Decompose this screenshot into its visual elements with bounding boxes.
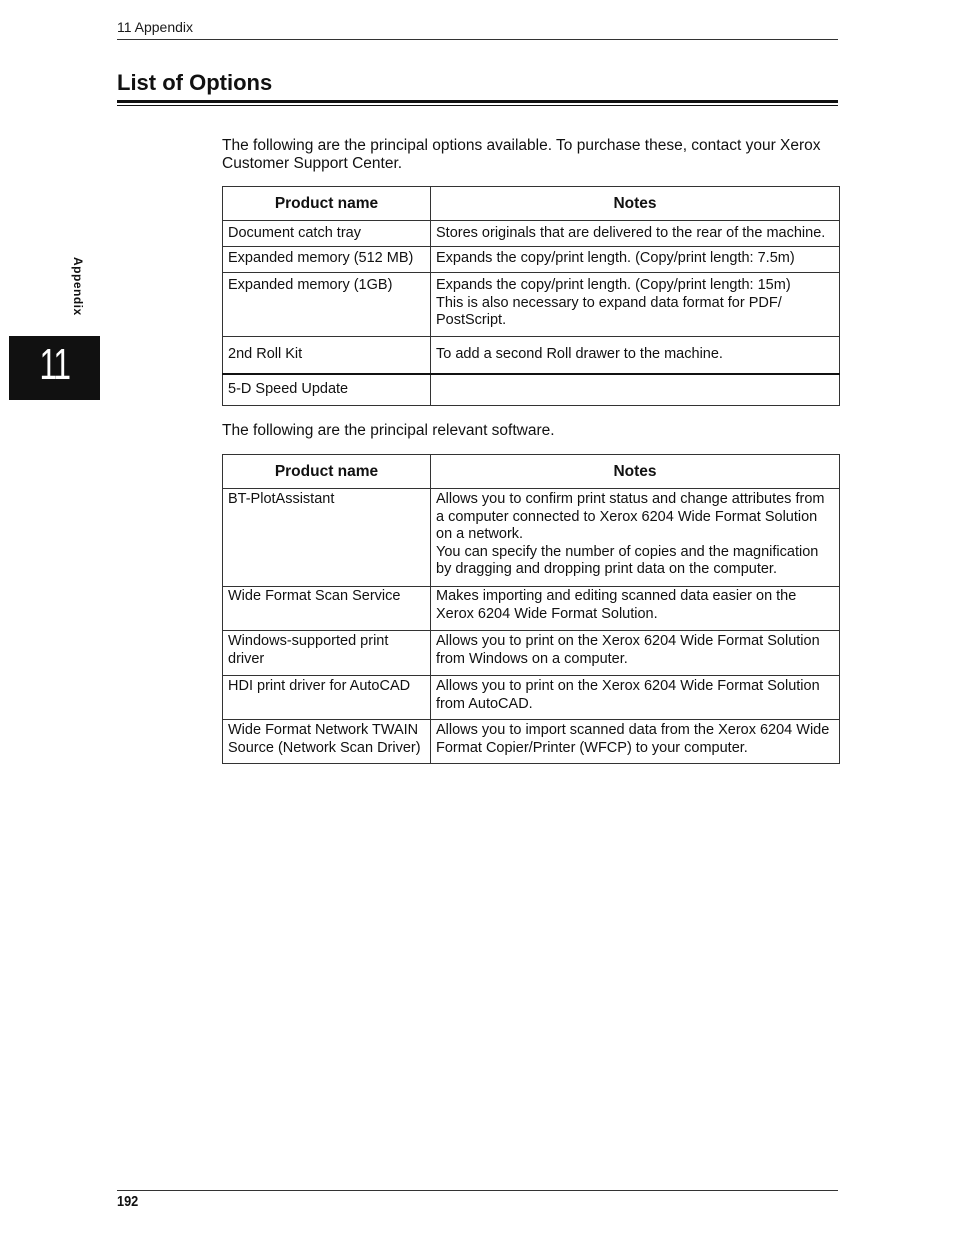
page-number: 192 [117, 1193, 139, 1210]
product-cell: Windows-supported print driver [223, 631, 431, 676]
chapter-number: 11 [39, 340, 70, 389]
chapter-tab [9, 336, 100, 400]
notes-cell: Allows you to confirm print status and change attributes from a computer connected to Xerox 6204 Wide Format Solution on a network. You can specify the number of copies and the magnification by dragging and dropping print data on the computer. [431, 489, 840, 587]
notes-cell: Expands the copy/print length. (Copy/print length: 15m) This is also necessary to expand data format for PDF/ PostScript. [431, 273, 840, 337]
table-row [223, 720, 840, 764]
table-row [223, 489, 840, 587]
page-title: List of Options [117, 70, 273, 95]
table-row [223, 676, 840, 720]
footer-divider [117, 1190, 838, 1191]
table-row [223, 273, 840, 337]
product-cell: HDI print driver for AutoCAD [223, 676, 431, 720]
title-divider-thin [117, 105, 838, 106]
product-cell: Wide Format Network TWAIN Source (Network Scan Driver) [223, 720, 431, 764]
side-section-label: Appendix [71, 257, 85, 316]
column-header-notes: Notes [431, 455, 840, 489]
notes-cell: Allows you to print on the Xerox 6204 Wide Format Solution from AutoCAD. [431, 676, 840, 720]
software-table [222, 454, 840, 764]
product-cell: Expanded memory (512 MB) [223, 247, 431, 273]
table-row [223, 221, 840, 247]
product-cell: 5-D Speed Update [223, 374, 431, 406]
table-header-row [223, 187, 840, 221]
product-cell: Expanded memory (1GB) [223, 273, 431, 337]
title-divider-thick [117, 100, 838, 103]
table-row [223, 247, 840, 273]
notes-cell: To add a second Roll drawer to the machine. [431, 337, 840, 374]
product-cell: BT-PlotAssistant [223, 489, 431, 587]
column-header-product: Product name [223, 187, 431, 221]
product-cell: Wide Format Scan Service [223, 587, 431, 631]
running-header: 11 Appendix [117, 19, 194, 35]
notes-cell: Expands the copy/print length. (Copy/print length: 7.5m) [431, 247, 840, 273]
header-divider [117, 39, 838, 40]
notes-cell: Allows you to import scanned data from the Xerox 6204 Wide Format Copier/Printer (WFCP) to your computer. [431, 720, 840, 764]
table-row [223, 631, 840, 676]
product-cell: 2nd Roll Kit [223, 337, 431, 374]
options-table [222, 186, 840, 406]
notes-cell [431, 374, 840, 406]
notes-cell: Makes importing and editing scanned data easier on the Xerox 6204 Wide Format Solution. [431, 587, 840, 631]
notes-cell: Allows you to print on the Xerox 6204 Wide Format Solution from Windows on a computer. [431, 631, 840, 676]
notes-cell: Stores originals that are delivered to the rear of the machine. [431, 221, 840, 247]
column-header-product: Product name [223, 455, 431, 489]
intro-paragraph: The following are the principal options available. To purchase these, contact your Xerox Customer Support Center. [222, 137, 821, 172]
column-header-notes: Notes [431, 187, 840, 221]
table-row [223, 337, 840, 374]
table-row [223, 587, 840, 631]
product-cell: Document catch tray [223, 221, 431, 247]
software-intro-paragraph: The following are the principal relevant software. [222, 422, 555, 439]
table-header-row [223, 455, 840, 489]
table-row [223, 374, 840, 406]
